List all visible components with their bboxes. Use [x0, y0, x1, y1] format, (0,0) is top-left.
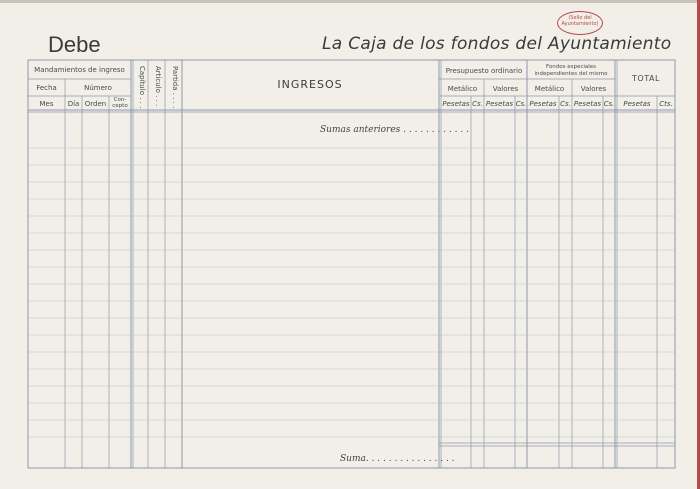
suma-rules: [439, 443, 675, 446]
row-sumas-anteriores: Sumas anteriores . . . . . . . . . . . .: [320, 125, 469, 135]
header-cts-total: Cts.: [659, 100, 673, 108]
header-pesetas-2: Pesetas: [485, 100, 514, 108]
header-orden: Orden: [84, 100, 107, 108]
row-rules: [28, 148, 675, 437]
header-presupuesto: Presupuesto ordinario: [445, 67, 523, 75]
header-capitulo: Capítulo . . .: [138, 66, 146, 109]
header-valores-1: Valores: [492, 85, 519, 93]
header-concepto: Con- cepto: [112, 97, 128, 109]
header-pesetas-total: Pesetas: [623, 100, 651, 108]
header-partida: Partida . . . .: [171, 66, 179, 109]
header-cts-1: Cs.: [472, 100, 483, 108]
header-pesetas-1: Pesetas: [442, 100, 470, 108]
header-metalico-2: Metálico: [534, 85, 565, 93]
header-pesetas-4: Pesetas: [573, 100, 602, 108]
header-valores-2: Valores: [580, 85, 607, 93]
header-ingresos: INGRESOS: [277, 78, 343, 91]
header-metalico-1: Metálico: [447, 85, 478, 93]
seal-line-1: (Sello del: [568, 15, 592, 21]
header-fecha: Fecha: [36, 84, 57, 92]
page-title: La Caja de los fondos del Ayuntamiento: [322, 34, 672, 54]
row-suma: Suma. . . . . . . . . . . . . . . .: [340, 454, 455, 464]
header-mes: Mes: [39, 100, 54, 108]
header-articulo: Artículo . . .: [154, 66, 162, 107]
header-pesetas-3: Pesetas: [529, 100, 557, 108]
header-numero: Número: [84, 84, 112, 92]
header-dia: Día: [67, 100, 80, 108]
page-side-label: Debe: [48, 32, 101, 57]
header-cts-3: Cs.: [560, 100, 571, 108]
seal-line-2: Ayuntamiento): [561, 21, 599, 27]
header-total: TOTAL: [632, 74, 660, 83]
header-fondos: Fondos especiales independientes del mismo: [534, 64, 608, 77]
header-mandamientos: Mandamientos de ingreso: [34, 66, 125, 74]
header-cts-4: Cs.: [603, 100, 615, 108]
grid-frame: [28, 60, 675, 468]
header-cts-2: Cs.: [515, 100, 527, 108]
